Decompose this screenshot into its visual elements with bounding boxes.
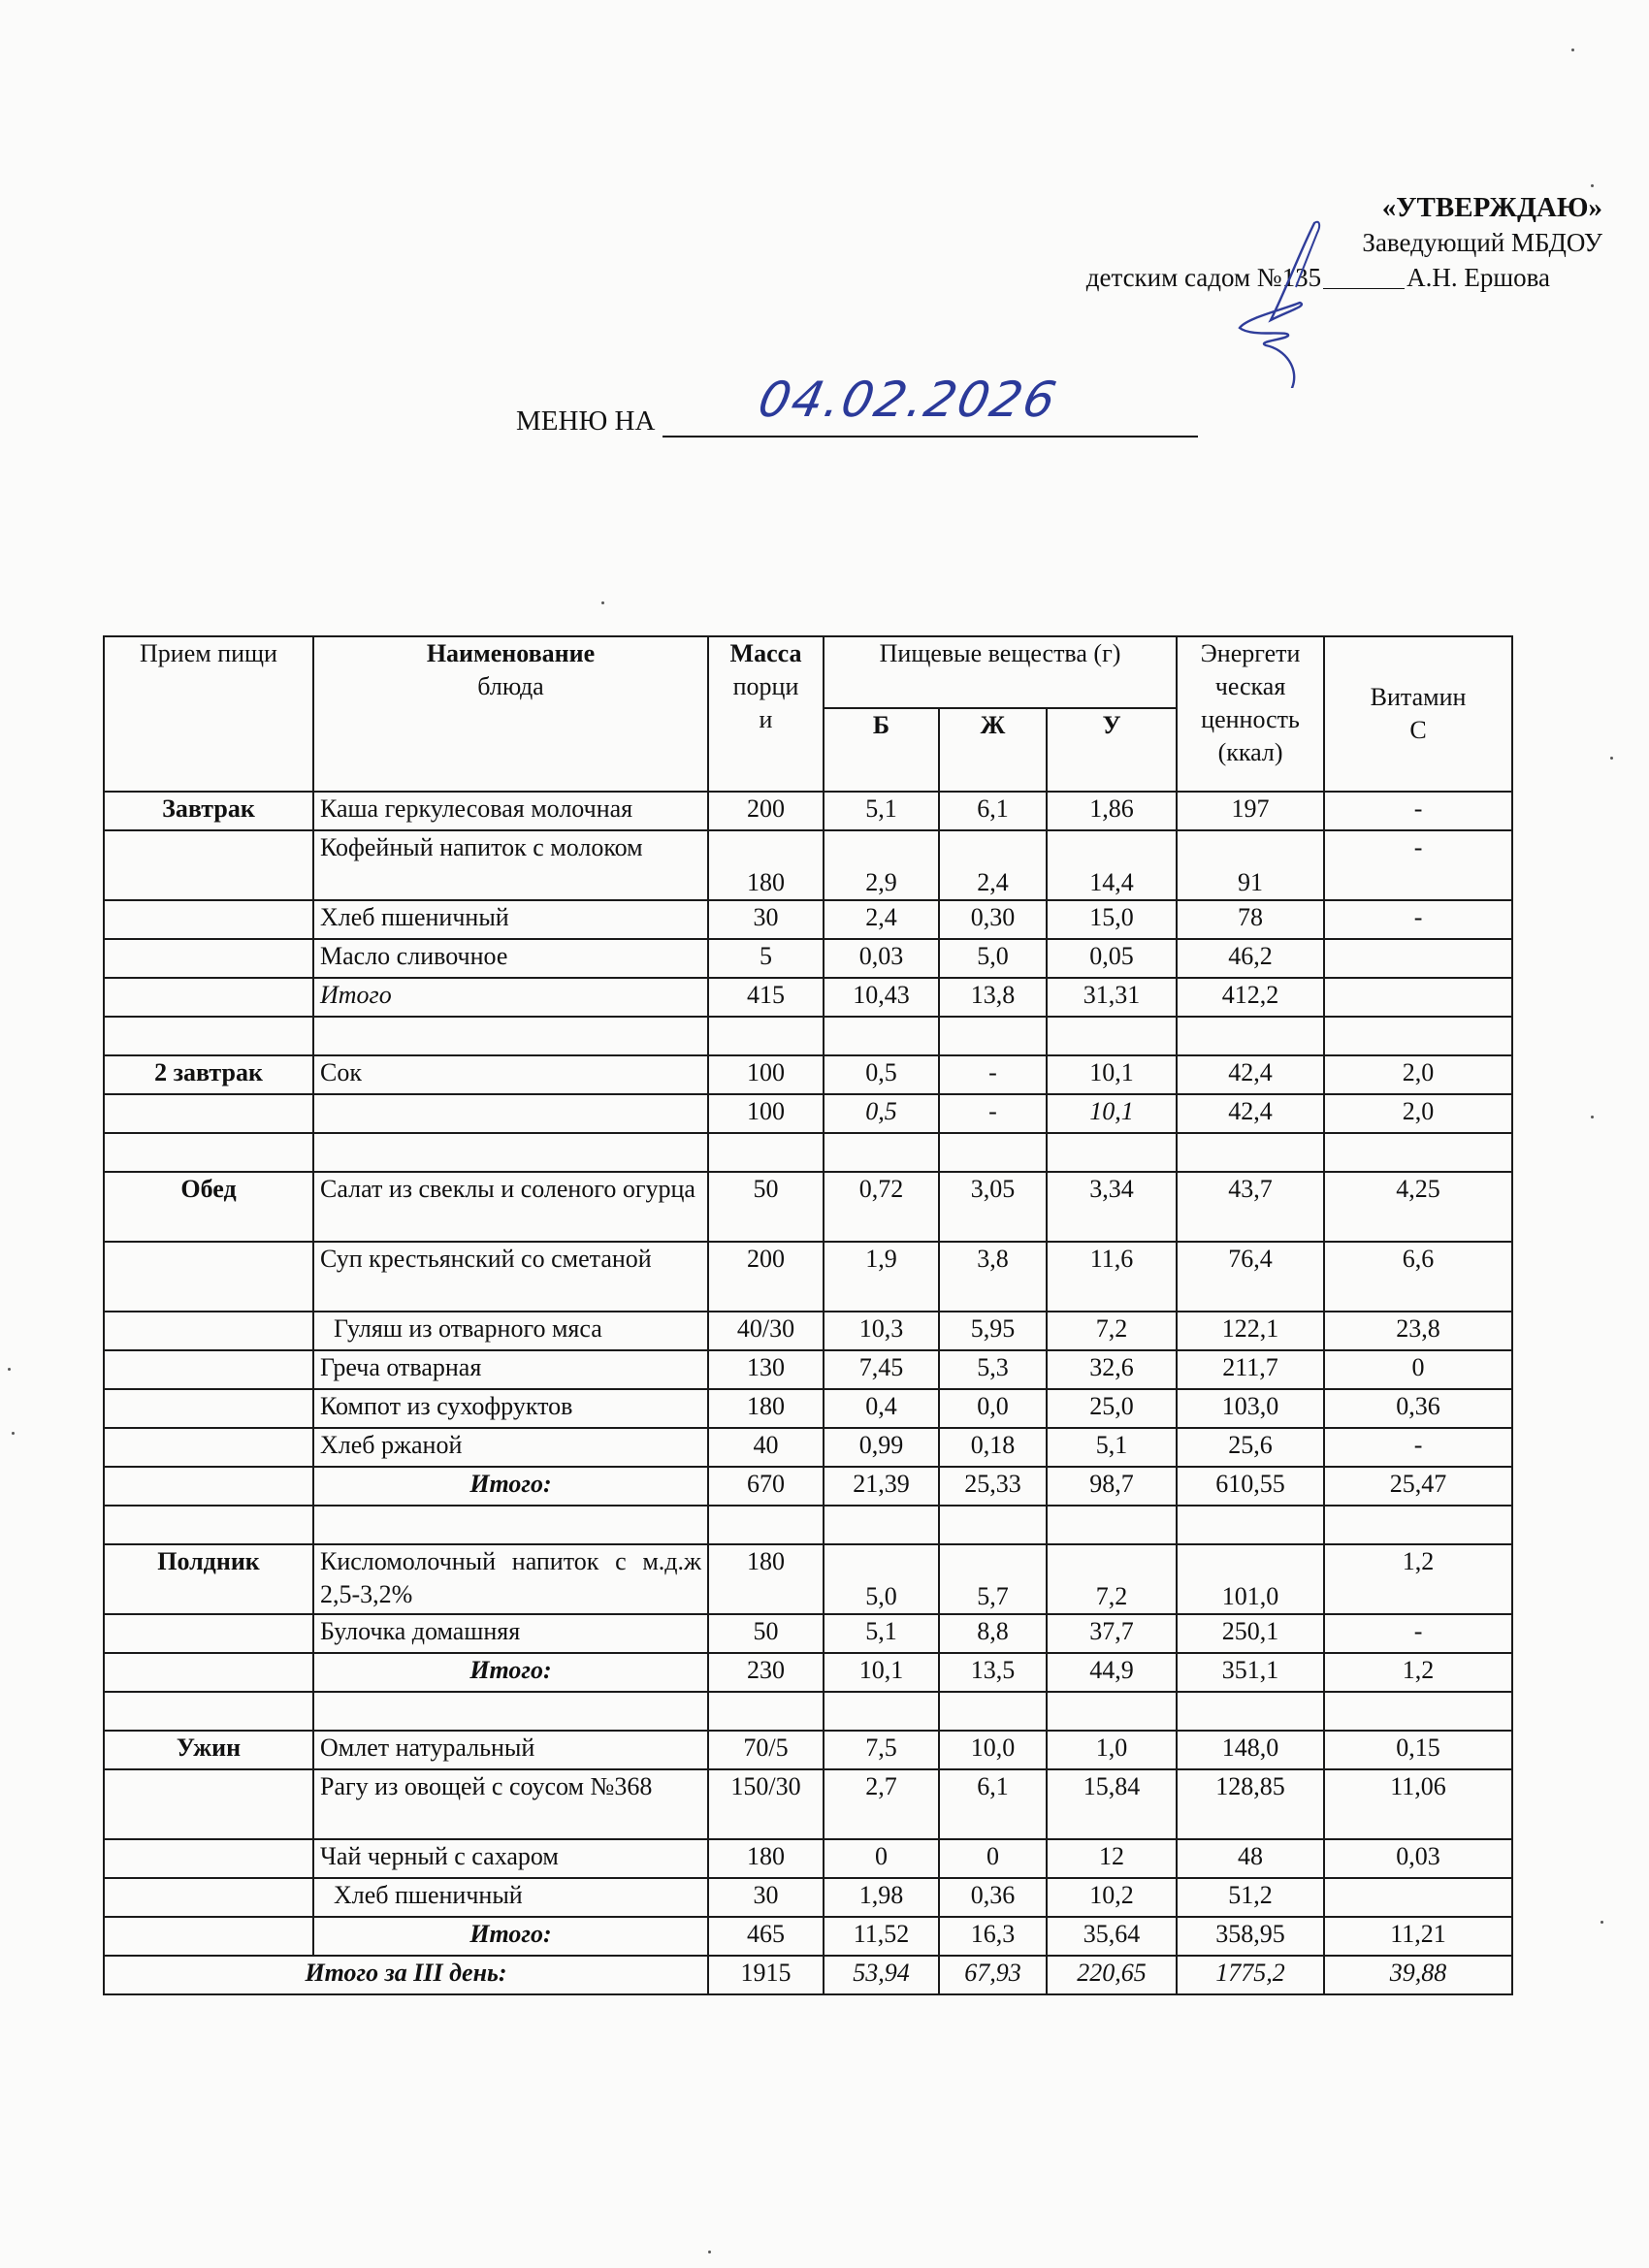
- mass-cell: 180: [708, 1389, 824, 1428]
- zh-cell: 6,1: [939, 1769, 1047, 1839]
- meal-cell: [104, 1428, 313, 1467]
- kcal-cell: 43,7: [1177, 1172, 1324, 1242]
- kcal-cell: 91: [1177, 830, 1324, 900]
- vitc-cell: 4,25: [1324, 1172, 1512, 1242]
- table-row: [104, 1350, 1512, 1389]
- dish-cell: Суп крестьянский со сметаной: [313, 1242, 708, 1312]
- kcal-cell: 610,55: [1177, 1467, 1324, 1506]
- table-row: [104, 1839, 1512, 1878]
- dish-cell: Кисломолочный напиток с м.д.ж 2,5-3,2%: [313, 1544, 708, 1614]
- kcal-cell: 78: [1177, 900, 1324, 939]
- menu-date: 04.02.2026: [754, 372, 1063, 428]
- empty-cell: [104, 1506, 313, 1544]
- zh-cell: 0,18: [939, 1428, 1047, 1467]
- meal-cell: [104, 1389, 313, 1428]
- dish-cell: Сок: [313, 1055, 708, 1094]
- vitc-cell: -: [1324, 830, 1512, 900]
- b-cell: 2,4: [824, 900, 939, 939]
- zh-cell: 2,4: [939, 830, 1047, 900]
- vitc-cell: 1,2: [1324, 1653, 1512, 1692]
- kcal-cell: 46,2: [1177, 939, 1324, 978]
- empty-cell: [1047, 1692, 1177, 1731]
- table-row: [104, 830, 1512, 900]
- u-cell: 1,0: [1047, 1731, 1177, 1769]
- u-cell: 0,05: [1047, 939, 1177, 978]
- kcal-cell: 101,0: [1177, 1544, 1324, 1614]
- u-cell: 3,34: [1047, 1172, 1177, 1242]
- empty-cell: [1047, 1017, 1177, 1055]
- u-cell: 10,1: [1047, 1094, 1177, 1133]
- vitc-cell: [1324, 1878, 1512, 1917]
- vitc-cell: 1,2: [1324, 1544, 1512, 1614]
- kcal-cell: 42,4: [1177, 1055, 1324, 1094]
- empty-cell: [1177, 1133, 1324, 1172]
- u-cell: 10,2: [1047, 1878, 1177, 1917]
- zh-cell: 3,8: [939, 1242, 1047, 1312]
- b-cell: 2,7: [824, 1769, 939, 1839]
- b-cell: 11,52: [824, 1917, 939, 1956]
- mass-cell: 150/30: [708, 1769, 824, 1839]
- subtotal-label: Итого:: [313, 1917, 708, 1956]
- mass-cell: 670: [708, 1467, 824, 1506]
- b-cell: 0,4: [824, 1389, 939, 1428]
- kcal-cell: 51,2: [1177, 1878, 1324, 1917]
- table-row: [104, 1769, 1512, 1839]
- grand-total-u: 220,65: [1047, 1956, 1177, 1994]
- b-cell: 5,1: [824, 1614, 939, 1653]
- meal-cell: [104, 900, 313, 939]
- empty-row: [104, 1017, 1512, 1055]
- dish-cell: Салат из свеклы и соленого огурца: [313, 1172, 708, 1242]
- zh-cell: 3,05: [939, 1172, 1047, 1242]
- vitc-cell: -: [1324, 1614, 1512, 1653]
- u-cell: 98,7: [1047, 1467, 1177, 1506]
- zh-cell: 0: [939, 1839, 1047, 1878]
- meal-cell: [104, 1094, 313, 1133]
- empty-row: [104, 1506, 1512, 1544]
- handwritten-signature: [1232, 213, 1368, 388]
- mass-cell: 5: [708, 939, 824, 978]
- approval-title: «УТВЕРЖДАЮ»: [1381, 192, 1602, 223]
- vitc-cell: 0: [1324, 1350, 1512, 1389]
- empty-cell: [939, 1506, 1047, 1544]
- header-carbs: У: [1047, 708, 1177, 792]
- grand-total-zh: 67,93: [939, 1956, 1047, 1994]
- u-cell: 10,1: [1047, 1055, 1177, 1094]
- empty-cell: [824, 1506, 939, 1544]
- dish-cell: Омлет натуральный: [313, 1731, 708, 1769]
- b-cell: 7,5: [824, 1731, 939, 1769]
- header-fat: Ж: [939, 708, 1047, 792]
- mass-cell: 40: [708, 1428, 824, 1467]
- header-mass: Масса порци и: [708, 636, 824, 792]
- menu-table: [103, 635, 1513, 1995]
- mass-cell: 465: [708, 1917, 824, 1956]
- meal-cell: [104, 1242, 313, 1312]
- table-row: [104, 1055, 1512, 1094]
- mass-cell: 100: [708, 1055, 824, 1094]
- vitc-cell: 0,36: [1324, 1389, 1512, 1428]
- header-energy: Энергети ческая ценность (ккал): [1177, 636, 1324, 792]
- dish-cell: Булочка домашняя: [313, 1614, 708, 1653]
- kcal-cell: 42,4: [1177, 1094, 1324, 1133]
- empty-cell: [1324, 1692, 1512, 1731]
- zh-cell: 0,36: [939, 1878, 1047, 1917]
- u-cell: 25,0: [1047, 1389, 1177, 1428]
- dish-cell: Хлеб пшеничный: [313, 900, 708, 939]
- kcal-cell: 197: [1177, 792, 1324, 830]
- mass-cell: 200: [708, 1242, 824, 1312]
- header-vitamin: Витамин С: [1324, 636, 1512, 792]
- zh-cell: 25,33: [939, 1467, 1047, 1506]
- b-cell: 1,98: [824, 1878, 939, 1917]
- vitc-cell: 11,21: [1324, 1917, 1512, 1956]
- u-cell: 15,84: [1047, 1769, 1177, 1839]
- empty-row: [104, 1133, 1512, 1172]
- meal-cell: Ужин: [104, 1731, 313, 1769]
- empty-cell: [1324, 1017, 1512, 1055]
- vitc-cell: [1324, 939, 1512, 978]
- b-cell: 0,5: [824, 1094, 939, 1133]
- dish-cell: Каша геркулесовая молочная: [313, 792, 708, 830]
- dish-cell: Рагу из овощей с соусом №368: [313, 1769, 708, 1839]
- empty-cell: [824, 1017, 939, 1055]
- meal-cell: [104, 939, 313, 978]
- u-cell: 5,1: [1047, 1428, 1177, 1467]
- mass-cell: 415: [708, 978, 824, 1017]
- meal-cell: [104, 1653, 313, 1692]
- vitc-cell: [1324, 978, 1512, 1017]
- mass-cell: 40/30: [708, 1312, 824, 1350]
- zh-cell: 16,3: [939, 1917, 1047, 1956]
- u-cell: 12: [1047, 1839, 1177, 1878]
- vitc-cell: 23,8: [1324, 1312, 1512, 1350]
- empty-cell: [1324, 1133, 1512, 1172]
- vitc-cell: 2,0: [1324, 1055, 1512, 1094]
- b-cell: 5,0: [824, 1544, 939, 1614]
- empty-cell: [708, 1017, 824, 1055]
- empty-cell: [1177, 1506, 1324, 1544]
- empty-cell: [939, 1692, 1047, 1731]
- table-row: [104, 1172, 1512, 1242]
- meal-cell: Полдник: [104, 1544, 313, 1614]
- u-cell: 7,2: [1047, 1312, 1177, 1350]
- b-cell: 0: [824, 1839, 939, 1878]
- empty-cell: [824, 1692, 939, 1731]
- approval-org: детским садом №135: [1085, 263, 1322, 292]
- dish-cell: Гуляш из отварного мяса: [313, 1312, 708, 1350]
- zh-cell: 6,1: [939, 792, 1047, 830]
- kcal-cell: 351,1: [1177, 1653, 1324, 1692]
- empty-cell: [104, 1692, 313, 1731]
- b-cell: 2,9: [824, 830, 939, 900]
- subtotal-label: Итого:: [313, 1653, 708, 1692]
- u-cell: 15,0: [1047, 900, 1177, 939]
- vitc-cell: 2,0: [1324, 1094, 1512, 1133]
- b-cell: 10,43: [824, 978, 939, 1017]
- zh-cell: 5,3: [939, 1350, 1047, 1389]
- table-row: [104, 1242, 1512, 1312]
- u-cell: 37,7: [1047, 1614, 1177, 1653]
- table-row: [104, 1467, 1512, 1506]
- empty-cell: [824, 1133, 939, 1172]
- u-cell: 7,2: [1047, 1544, 1177, 1614]
- mass-cell: 180: [708, 1839, 824, 1878]
- empty-cell: [313, 1692, 708, 1731]
- table-row: [104, 1614, 1512, 1653]
- b-cell: 0,03: [824, 939, 939, 978]
- zh-cell: -: [939, 1094, 1047, 1133]
- meal-cell: [104, 1917, 313, 1956]
- table-row: [104, 1878, 1512, 1917]
- b-cell: 21,39: [824, 1467, 939, 1506]
- vitc-cell: -: [1324, 900, 1512, 939]
- b-cell: 10,1: [824, 1653, 939, 1692]
- table-row: [104, 900, 1512, 939]
- meal-cell: [104, 1769, 313, 1839]
- mass-cell: 200: [708, 792, 824, 830]
- table-row: [104, 939, 1512, 978]
- kcal-cell: 76,4: [1177, 1242, 1324, 1312]
- empty-cell: [1177, 1692, 1324, 1731]
- vitc-cell: 0,15: [1324, 1731, 1512, 1769]
- zh-cell: 0,30: [939, 900, 1047, 939]
- u-cell: 14,4: [1047, 830, 1177, 900]
- grand-total-b: 53,94: [824, 1956, 939, 1994]
- vitc-cell: -: [1324, 792, 1512, 830]
- grand-total-vitc: 39,88: [1324, 1956, 1512, 1994]
- table-header-row: [104, 636, 1512, 708]
- vitc-cell: -: [1324, 1428, 1512, 1467]
- zh-cell: 5,0: [939, 939, 1047, 978]
- mass-cell: 50: [708, 1172, 824, 1242]
- meal-cell: [104, 1312, 313, 1350]
- menu-label: МЕНЮ НА: [516, 405, 656, 437]
- mass-cell: 130: [708, 1350, 824, 1389]
- meal-cell: [104, 1878, 313, 1917]
- table-row: [104, 1544, 1512, 1614]
- u-cell: 1,86: [1047, 792, 1177, 830]
- zh-cell: 8,8: [939, 1614, 1047, 1653]
- empty-cell: [1047, 1133, 1177, 1172]
- kcal-cell: 148,0: [1177, 1731, 1324, 1769]
- b-cell: 10,3: [824, 1312, 939, 1350]
- dish-cell: Компот из сухофруктов: [313, 1389, 708, 1428]
- u-cell: 32,6: [1047, 1350, 1177, 1389]
- u-cell: 11,6: [1047, 1242, 1177, 1312]
- header-meal: Прием пищи: [104, 636, 313, 792]
- subtotal-label: Итого:: [313, 1467, 708, 1506]
- approval-position: Заведующий МБДОУ: [1362, 228, 1602, 257]
- empty-cell: [313, 1017, 708, 1055]
- mass-cell: 50: [708, 1614, 824, 1653]
- b-cell: 0,99: [824, 1428, 939, 1467]
- empty-cell: [708, 1692, 824, 1731]
- table-row: [104, 978, 1512, 1017]
- table-row: [104, 1312, 1512, 1350]
- kcal-cell: 250,1: [1177, 1614, 1324, 1653]
- dish-cell: Хлеб ржаной: [313, 1428, 708, 1467]
- mass-cell: 100: [708, 1094, 824, 1133]
- b-cell: 0,72: [824, 1172, 939, 1242]
- empty-cell: [939, 1017, 1047, 1055]
- kcal-cell: 25,6: [1177, 1428, 1324, 1467]
- empty-cell: [313, 1133, 708, 1172]
- b-cell: 0,5: [824, 1055, 939, 1094]
- kcal-cell: 211,7: [1177, 1350, 1324, 1389]
- grand-total-row: [104, 1956, 1512, 1994]
- empty-cell: [1177, 1017, 1324, 1055]
- vitc-cell: 6,6: [1324, 1242, 1512, 1312]
- empty-cell: [708, 1506, 824, 1544]
- zh-cell: 13,5: [939, 1653, 1047, 1692]
- header-nutrients: Пищевые вещества (г): [824, 636, 1177, 708]
- kcal-cell: 412,2: [1177, 978, 1324, 1017]
- table-row: [104, 1389, 1512, 1428]
- dish-cell: Греча отварная: [313, 1350, 708, 1389]
- zh-cell: 5,95: [939, 1312, 1047, 1350]
- meal-cell: Обед: [104, 1172, 313, 1242]
- mass-cell: 30: [708, 1878, 824, 1917]
- grand-total-mass: 1915: [708, 1956, 824, 1994]
- meal-cell: Завтрак: [104, 792, 313, 830]
- table-row: [104, 1917, 1512, 1956]
- approval-name: А.Н. Ершова: [1406, 263, 1550, 292]
- dish-cell: Чай черный с сахаром: [313, 1839, 708, 1878]
- vitc-cell: 25,47: [1324, 1467, 1512, 1506]
- meal-cell: [104, 830, 313, 900]
- zh-cell: 13,8: [939, 978, 1047, 1017]
- empty-cell: [708, 1133, 824, 1172]
- meal-cell: [104, 1350, 313, 1389]
- kcal-cell: 122,1: [1177, 1312, 1324, 1350]
- meal-cell: [104, 1839, 313, 1878]
- b-cell: 1,9: [824, 1242, 939, 1312]
- mass-cell: 70/5: [708, 1731, 824, 1769]
- zh-cell: 0,0: [939, 1389, 1047, 1428]
- subtotal-label: Итого: [313, 978, 708, 1017]
- zh-cell: 5,7: [939, 1544, 1047, 1614]
- dish-cell: Масло сливочное: [313, 939, 708, 978]
- table-row: [104, 1731, 1512, 1769]
- table-row: [104, 792, 1512, 830]
- kcal-cell: 103,0: [1177, 1389, 1324, 1428]
- meal-cell: 2 завтрак: [104, 1055, 313, 1094]
- empty-cell: [1324, 1506, 1512, 1544]
- u-cell: 44,9: [1047, 1653, 1177, 1692]
- mass-cell: 230: [708, 1653, 824, 1692]
- kcal-cell: 358,95: [1177, 1917, 1324, 1956]
- b-cell: 7,45: [824, 1350, 939, 1389]
- kcal-cell: 128,85: [1177, 1769, 1324, 1839]
- date-underline: [663, 372, 1198, 437]
- header-dish: Наименование блюда: [313, 636, 708, 792]
- empty-cell: [939, 1133, 1047, 1172]
- zh-cell: 10,0: [939, 1731, 1047, 1769]
- meal-cell: [104, 1614, 313, 1653]
- mass-cell: 180: [708, 1544, 824, 1614]
- empty-row: [104, 1692, 1512, 1731]
- zh-cell: -: [939, 1055, 1047, 1094]
- empty-cell: [313, 1506, 708, 1544]
- header-protein: Б: [824, 708, 939, 792]
- table-row: [104, 1094, 1512, 1133]
- menu-title: [516, 372, 1198, 437]
- mass-cell: 30: [708, 900, 824, 939]
- table-row: [104, 1653, 1512, 1692]
- empty-cell: [104, 1017, 313, 1055]
- empty-cell: [1047, 1506, 1177, 1544]
- meal-cell: [104, 978, 313, 1017]
- dish-cell: Кофейный напиток с молоком: [313, 830, 708, 900]
- vitc-cell: 11,06: [1324, 1769, 1512, 1839]
- u-cell: 31,31: [1047, 978, 1177, 1017]
- u-cell: 35,64: [1047, 1917, 1177, 1956]
- dish-cell: Хлеб пшеничный: [313, 1878, 708, 1917]
- grand-total-kcal: 1775,2: [1177, 1956, 1324, 1994]
- empty-cell: [104, 1133, 313, 1172]
- grand-total-label: Итого за III день:: [104, 1956, 708, 1994]
- mass-cell: 180: [708, 830, 824, 900]
- vitc-cell: 0,03: [1324, 1839, 1512, 1878]
- kcal-cell: 48: [1177, 1839, 1324, 1878]
- meal-cell: [104, 1467, 313, 1506]
- b-cell: 5,1: [824, 792, 939, 830]
- table-row: [104, 1428, 1512, 1467]
- dish-cell: [313, 1094, 708, 1133]
